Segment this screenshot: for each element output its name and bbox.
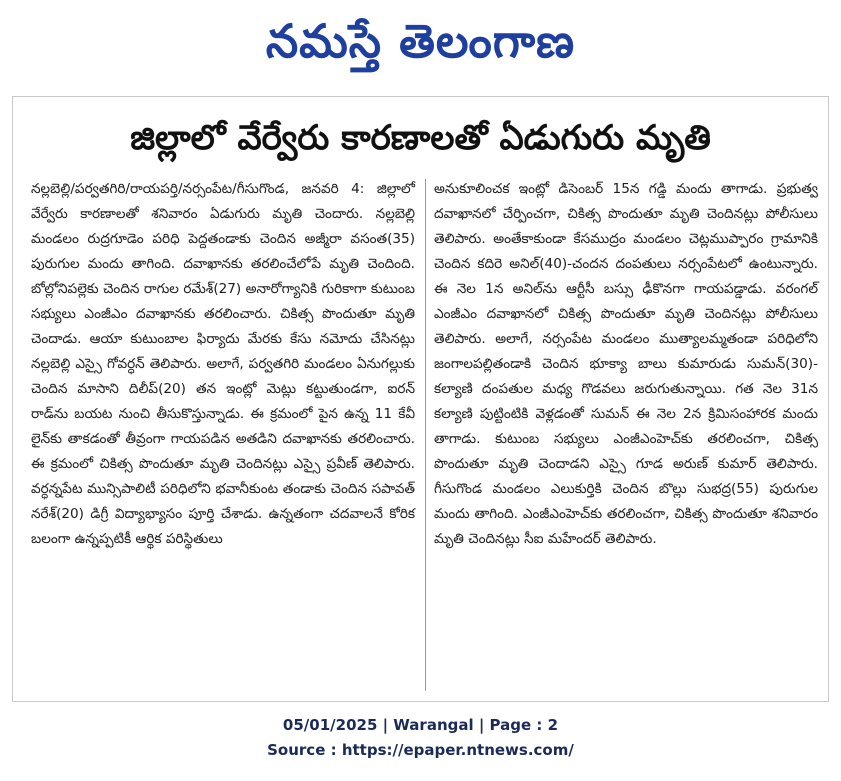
footer-source-line: Source : https://epaper.ntnews.com/ <box>267 741 574 759</box>
article-column-right: అనుకూలించక ఇంట్లో డిసెంబర్ 15న గడ్డి మందు తాగాడు. ప్రభుత్వ దవాఖానలో చేర్పించగా, చికిత్స పొందుతూ మృతి చెందినట్లు పోలీసులు తెలిపారు. అంతేకాకుండా కేసముద్రం మండలం చెట్లముప్పారం గ్రామానికి చెందిన కదిరె అనిల్(40)-చందన దంపతులు నర్సంపేటలో ఉంటున్నారు. ఈ నెల 1న అనిల్‌ను ఆర్టీసీ బస్సు ఢీకొనగా గాయపడ్డాడు. వరంగల్ ఎంజీఎం దవాఖానలో చికిత్స పొందుతూ మృతి చెందినట్లు పోలీసులు తెలిపారు. అలాగే, నర్సంపేట మండలం ముత్యాలమ్మతండా పరిధిలోని జంగాలపల్లితండాకి చెందిన భూక్యా బాలు కుమారుడు సుమన్(30)-కల్యాణి దంపతుల మధ్య గొడవలు జరుగుతున్నాయి. గత నెల 31న కల్యాణి పుట్టింటికి వెళ్లడంతో సుమన్ ఈ నెల 2న క్రిమిసంహారక మందు తాగాడు. కుటుంబ సభ్యులు ఎంజీఎంహెచ్‌కు తరలించగా, చికిత్స పొందుతూ మృతి చెందాడని ఎస్సై గూడ అరుణ్ కుమార్ తెలిపారు. గీసుగొండ మండలం ఎలుకుర్తికి చెందిన బొల్లు సుభద్ర(55) పురుగుల మందు తాగింది. ఎంజీఎంహెచ్‌కు తరలించగా, చికిత్స పొందుతూ శనివారం మృతి చెందినట్లు సీఐ మహేందర్ తెలిపారు. <box>434 181 818 547</box>
footer-date-line: 05/01/2025 | Warangal | Page : 2 <box>282 716 559 734</box>
article-column-left: నల్లబెల్లి/పర్వతగిరి/రాయపర్తి/నర్సంపేట/గీసుగొండ, జనవరి 4: జిల్లాలో వేర్వేరు కారణాలతో శనివారం ఏడుగురు మృతి చెందారు. నల్లబెల్లి మండలం రుద్రగూడెం పరిధి పెద్దతండాకు చెందిన అజ్మీరా వసంత(35) పురుగుల మందు తాగింది. దవాఖానకు తరలించేలోపే మృతి చెందింది. బోల్లోనిపల్లెకు చెందిన రాగుల రమేశ్(27) అనారోగ్యానికి గురికాగా కుటుంబ సభ్యులు ఎంజీఎం దవాఖానకు తరలించారు. చికిత్స పొందుతూ మృతి చెందాడు. ఆయా కుటుంబాల ఫిర్యాదు మేరకు కేసు నమోదు చేసినట్లు నల్లబెల్లి ఎస్సై గోవర్ధన్ తెలిపారు. అలాగే, పర్వతగిరి మండలం ఏనుగల్లుకు చెందిన మాసాని దిలీప్(20) తన ఇంట్లో మెట్లు కట్టుతుండగా, ఐరన్ రాడ్‌ను బయట నుంచి తీసుకొస్తున్నాడు. ఈ క్రమంలో పైన ఉన్న 11 కేవీ లైన్‌కు తాకడంతో తీవ్రంగా గాయపడిన అతడిని దవాఖానకు తరలించారు. ఈ క్రమంలో చికిత్స పొందుతూ మృతి చెందినట్లు ఎస్సై ప్రవీణ్ తెలిపారు. వర్ధన్నపేట మున్సిపాలిటీ పరిధిలోని భవానీకుంట తండాకు చెందిన సపావత్ నరేశ్(20) డిగ్రీ విద్యాభ్యాసం పూర్తి చేశాడు. ఉన్నతంగా చదవాలనే కోరిక బలంగా ఉన్నప్పటికీ ఆర్థిక పరిస్థితులు <box>31 181 415 547</box>
masthead <box>0 0 841 86</box>
article-headline: జిల్లాలో వేర్వేరు కారణాలతో ఏడుగురు మృతి <box>130 118 711 158</box>
newspaper-logo: నమస్తే తెలంగాణ <box>265 14 576 68</box>
news-clipping <box>12 96 829 702</box>
column-divider <box>425 179 426 691</box>
